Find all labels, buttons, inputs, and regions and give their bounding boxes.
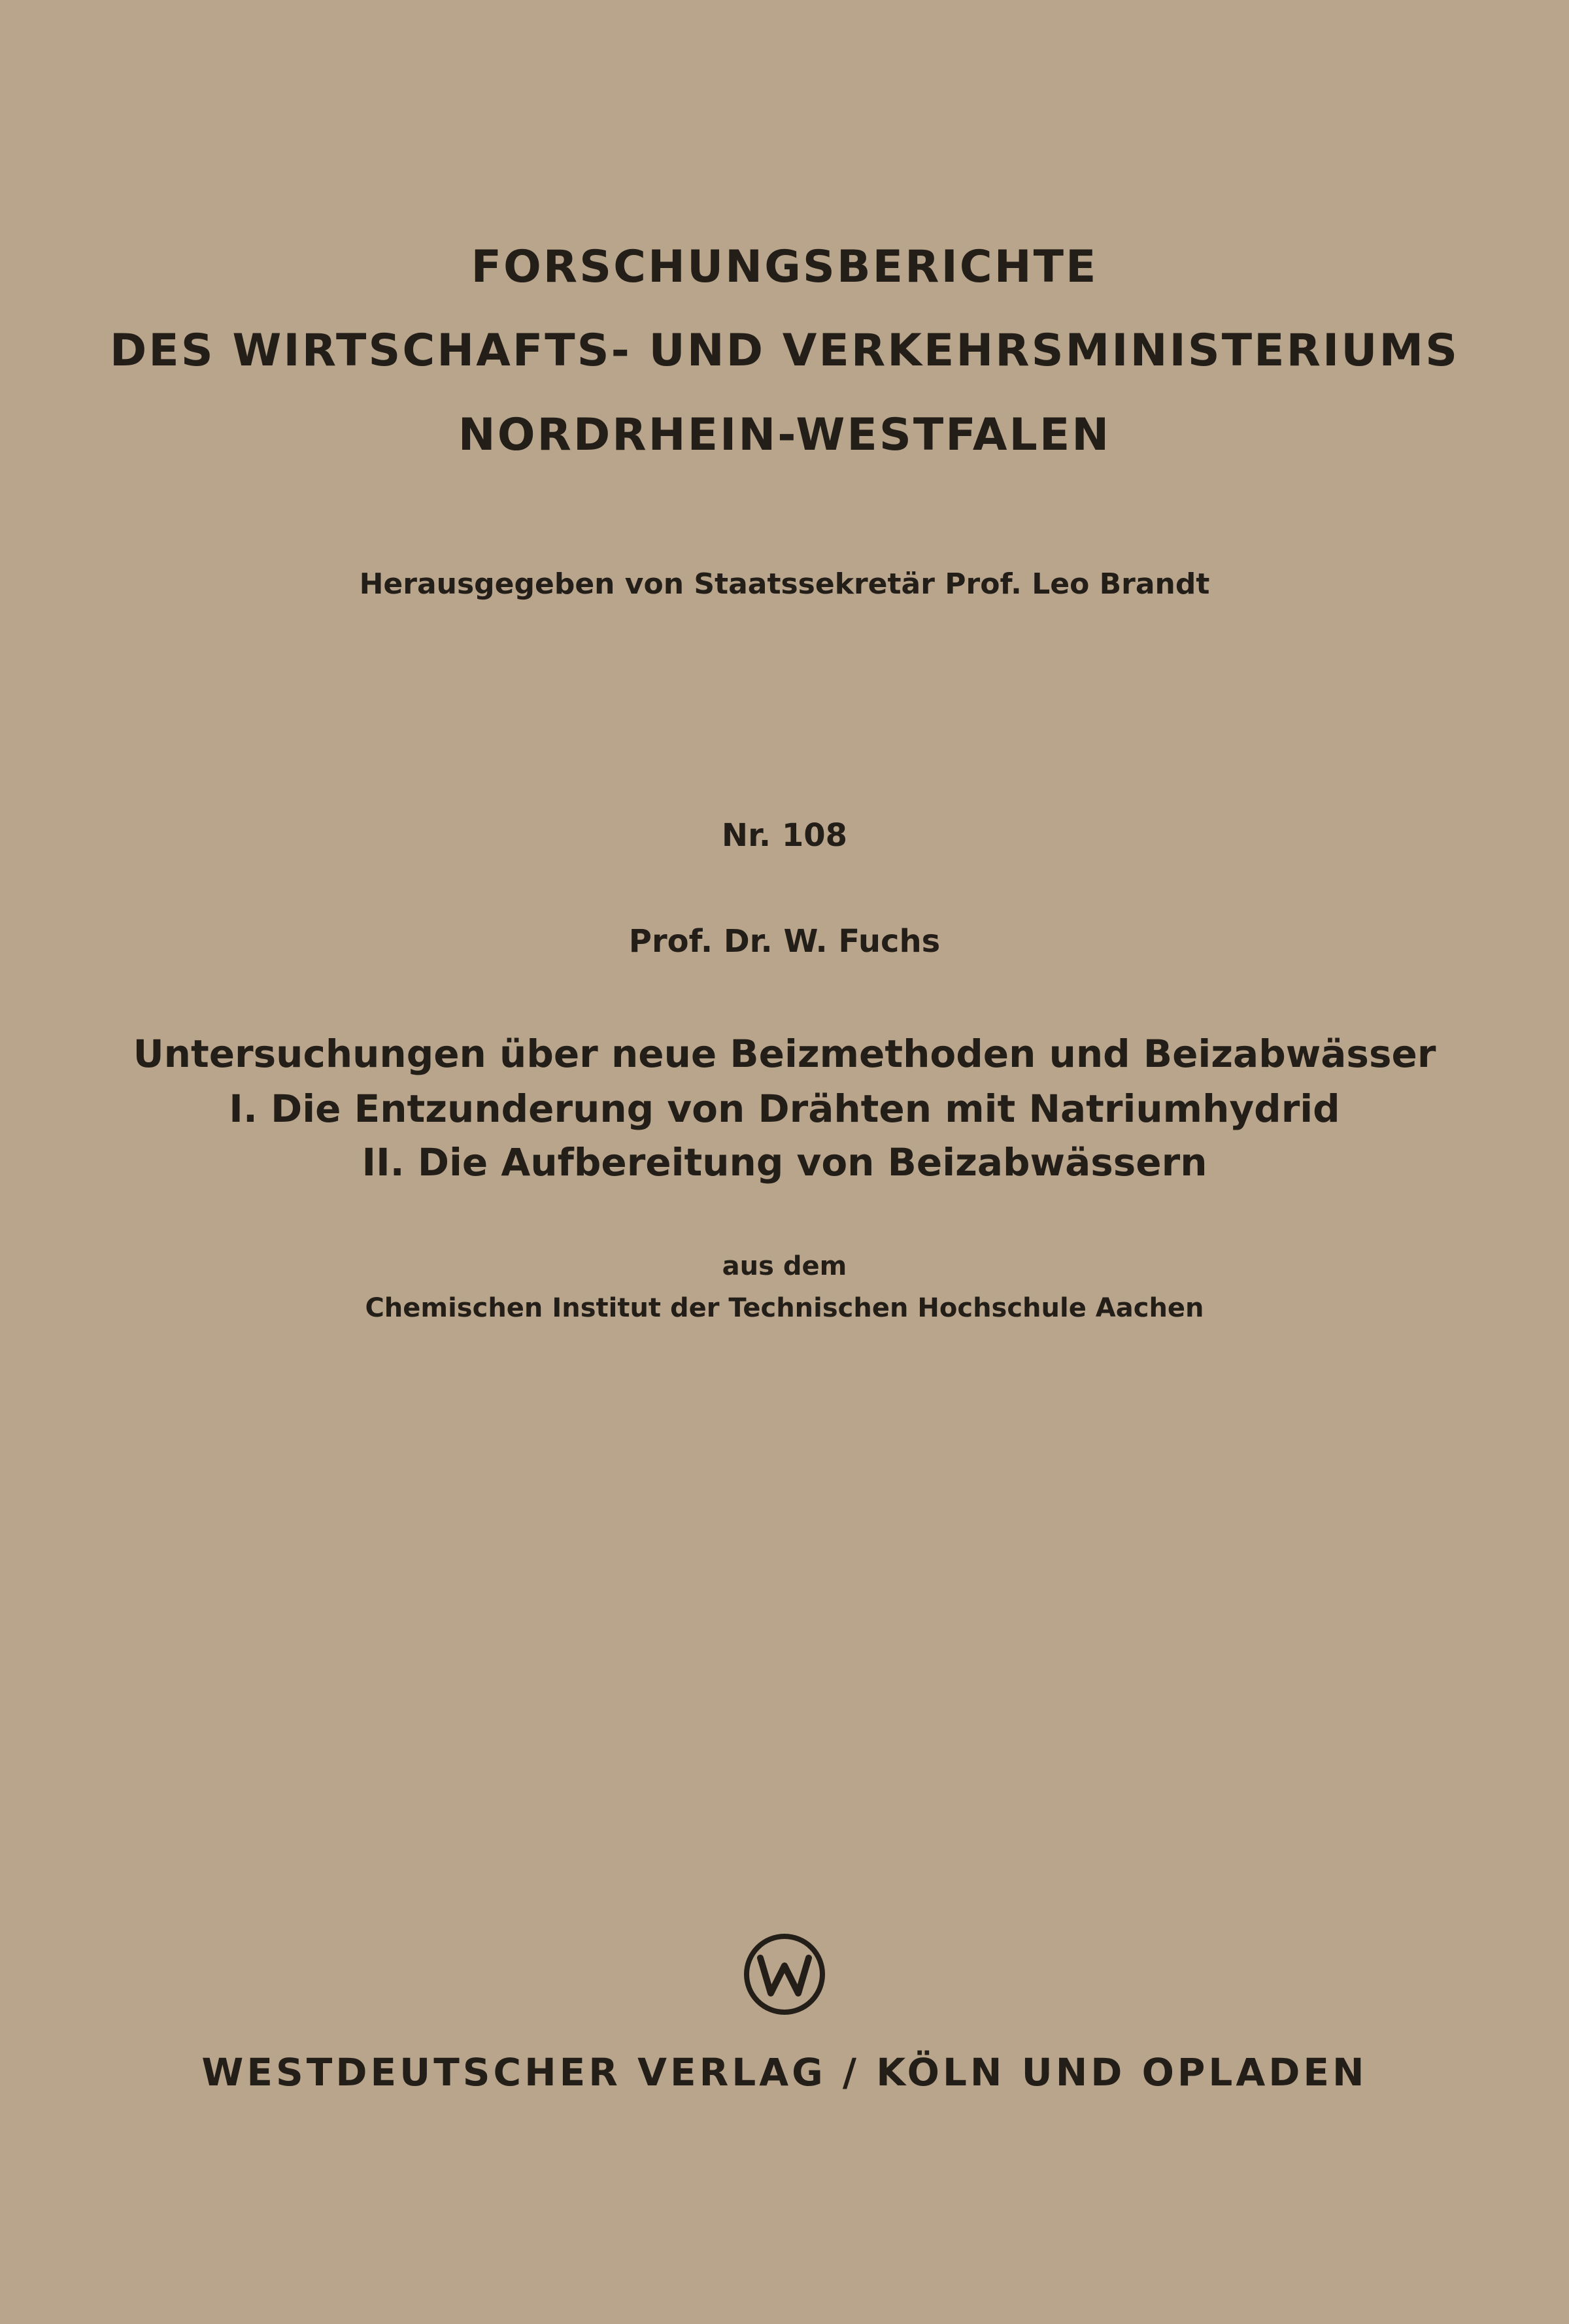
editor-line: Herausgegeben von Staatssekretär Prof. Leo Brandt: [359, 567, 1210, 601]
author-name: Prof. Dr. W. Fuchs: [628, 923, 941, 960]
series-title-line3: NORDRHEIN-WESTFALEN: [458, 409, 1111, 461]
westdeutscher-verlag-w-logo-icon: [742, 1932, 827, 2017]
series-title-line1: FORSCHUNGSBERICHTE: [471, 241, 1098, 293]
series-title-line2: DES WIRTSCHAFTS- UND VERKEHRSMINISTERIUMS: [109, 325, 1460, 377]
book-title-line1: Untersuchungen über neue Beizmethoden und Beizabwässer: [133, 1032, 1436, 1076]
volume-number: Nr. 108: [721, 817, 848, 854]
origin-institute: Chemischen Institut der Technischen Hochschule Aachen: [365, 1293, 1204, 1323]
publisher-line: WESTDEUTSCHER VERLAG / KÖLN UND OPLADEN: [201, 2050, 1368, 2095]
book-title-line3: II. Die Aufbereitung von Beizabwässern: [362, 1140, 1207, 1185]
book-title-line2: I. Die Entzunderung von Drähten mit Natriumhydrid: [229, 1086, 1340, 1131]
origin-line1: aus dem: [722, 1251, 847, 1281]
